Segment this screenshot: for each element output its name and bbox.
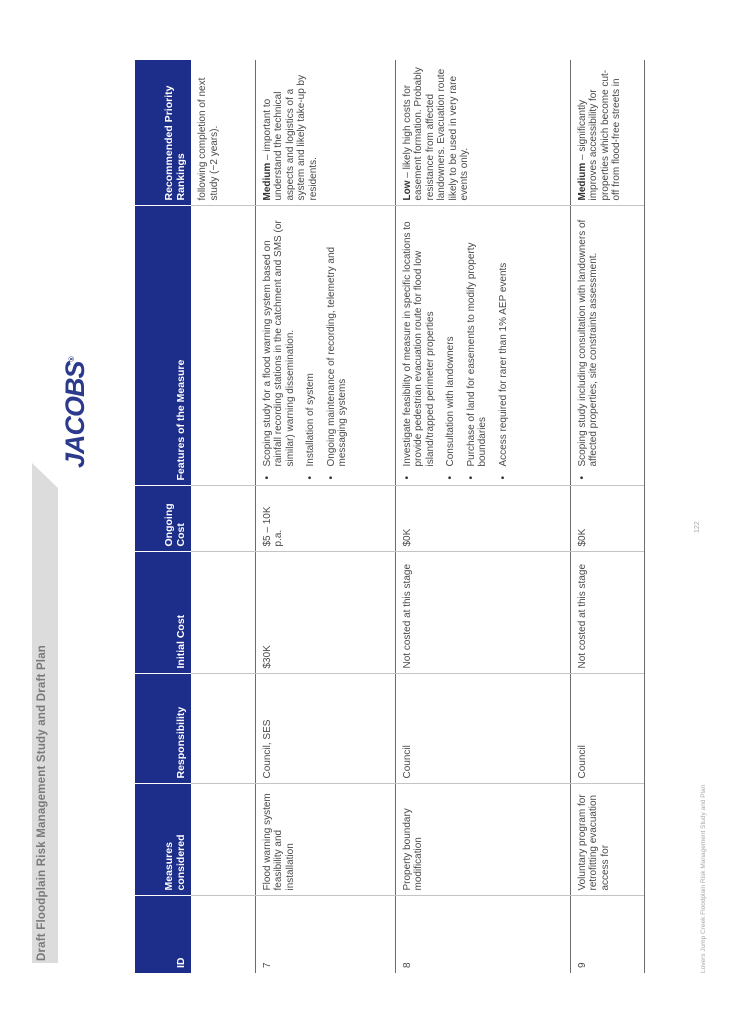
priority-continuation: following completion of next study (~2 years). — [197, 77, 220, 201]
col-header-responsibility: Responsibility — [135, 674, 191, 784]
measures-table — [135, 60, 645, 973]
table-header-row — [135, 60, 191, 973]
row-initial-cost: Not costed at this stage — [395, 552, 570, 674]
col-header-ongoing-cost: Ongoing Cost — [135, 486, 191, 552]
row-features — [395, 206, 570, 486]
col-header-features: Features of the Measure — [135, 206, 191, 486]
table-row — [395, 60, 570, 973]
table-row — [255, 60, 395, 973]
feature-item: • Investigate feasibility of measure in specific locations to provide pedestrian evacuation route for flood low island/trapped perimeter properties — [402, 212, 437, 467]
jacobs-logo — [60, 356, 91, 468]
row-features — [255, 206, 395, 486]
col-header-measures: Measures considered — [135, 784, 191, 896]
row-ongoing-cost: $0K — [570, 486, 644, 552]
row-measure: Property boundary modification — [395, 784, 570, 896]
col-header-initial-cost: Initial Cost — [135, 552, 191, 674]
feature-item: • Ongoing maintenance of recording, telemetry and messaging systems — [326, 212, 349, 467]
row-features — [570, 206, 644, 486]
priority-text: – important to understand the technical aspects and logistics of a system and likely take-up by residents. — [261, 74, 319, 201]
row-ongoing-cost: $0K — [395, 486, 570, 552]
priority-level: Low — [401, 180, 413, 201]
col-header-id: ID — [135, 896, 191, 973]
priority-level: Medium — [576, 162, 588, 201]
row-responsibility: Council — [395, 674, 570, 784]
row-measure: Voluntary program for retrofitting evacuation access for — [570, 784, 644, 896]
feature-item: • Scoping study including consultation with landowners of affected properties, site constraints assessment. — [577, 212, 600, 467]
row-priority — [570, 60, 644, 206]
col-header-priority: Recommended Priority Rankings — [135, 60, 191, 206]
row-initial-cost: Not costed at this stage — [570, 552, 644, 674]
row-id: 7 — [255, 896, 395, 973]
row-responsibility: Council — [570, 674, 644, 784]
feature-item: • Purchase of land for easements to modify property boundaries — [466, 212, 489, 467]
row-responsibility: Council, SES — [255, 674, 395, 784]
table-row-continuation — [191, 60, 255, 973]
footer-document-name: Lovers Jump Creek Floodplain Risk Management Study and Plan — [700, 784, 707, 973]
logo-registered-mark: ® — [69, 356, 76, 362]
row-id: 9 — [570, 896, 644, 973]
priority-level: Medium — [261, 162, 273, 201]
priority-text: – likely high costs for easement formation. Probably resistance from affected landowners. Evacuation route likely to be used in very rare events only. — [401, 67, 470, 201]
row-ongoing-cost: $5 – 10K p.a. — [255, 486, 395, 552]
row-initial-cost: $30K — [255, 552, 395, 674]
feature-item: • Installation of system — [305, 212, 317, 467]
row-priority — [255, 60, 395, 206]
page-number: 122 — [694, 521, 701, 533]
row-id: 8 — [395, 896, 570, 973]
table-row — [570, 60, 644, 973]
feature-item: • Scoping study for a flood warning system based on rainfall recording stations in the catchment and SMS (or similar) warning dissemination. — [262, 212, 297, 467]
row-measure: Flood warning system feasibility and installation — [255, 784, 395, 896]
logo-text: JACOBS — [60, 361, 90, 468]
feature-item: • Consultation with landowners — [445, 212, 457, 467]
priority-text: – significantly improves accessibility for properties which become cut-off from flood-free streets in — [576, 69, 622, 201]
row-priority — [395, 60, 570, 206]
document-title: Draft Floodplain Risk Management Study and Draft Plan — [36, 644, 48, 961]
feature-item: • Access required for rarer than 1% AEP events — [498, 212, 510, 467]
